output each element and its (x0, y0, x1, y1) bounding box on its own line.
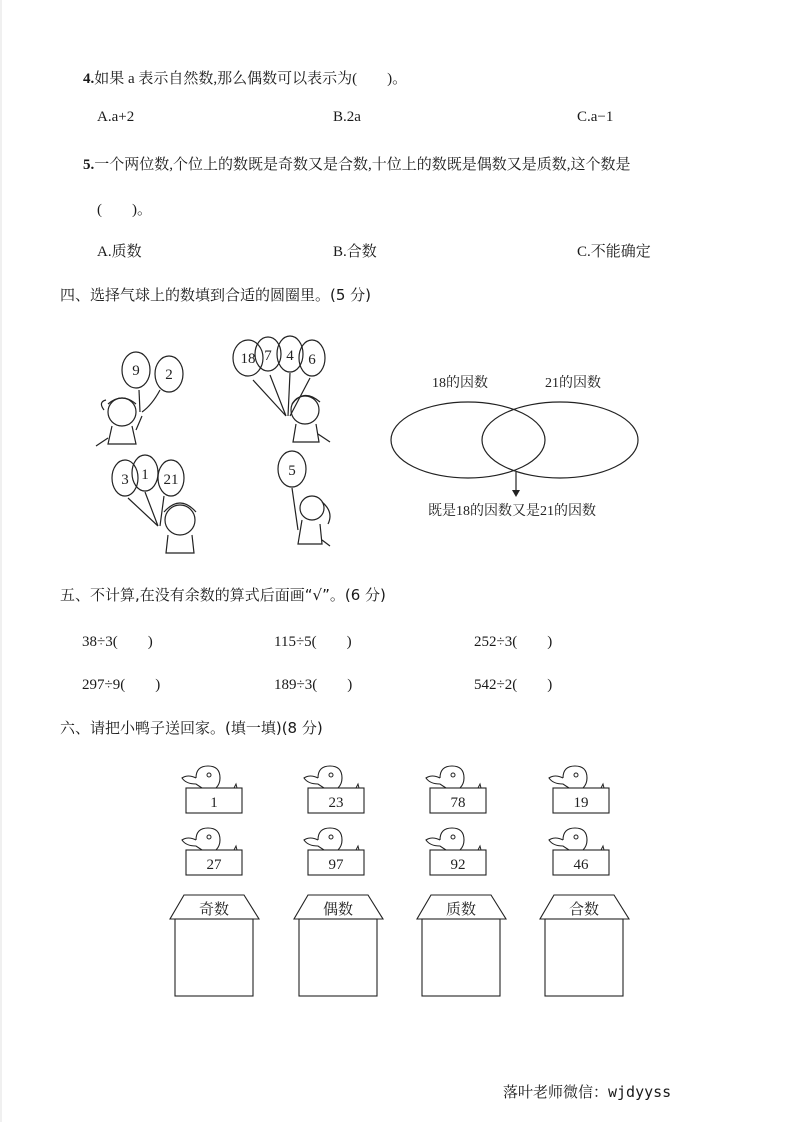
division-item[interactable]: 115÷5( ) (274, 634, 352, 650)
balloon-number: 6 (308, 352, 316, 368)
division-item[interactable]: 542÷2( ) (474, 677, 553, 693)
duck-icon (304, 828, 359, 850)
house-answer-area[interactable] (422, 919, 500, 996)
duck-card[interactable] (182, 766, 242, 813)
house-answer-area[interactable] (545, 919, 623, 996)
division-item[interactable]: 252÷3( ) (474, 634, 553, 650)
question-5-option-c[interactable]: C.不能确定 (577, 244, 651, 260)
question-4-number: 4. (83, 71, 95, 87)
duck-number: 19 (573, 795, 589, 811)
balloon-number: 21 (163, 472, 179, 488)
duck-card[interactable] (304, 828, 364, 875)
division-item[interactable]: 38÷3( ) (82, 634, 153, 650)
house-label: 偶数 (322, 900, 354, 918)
duck-icon (549, 828, 604, 850)
duck-number: 46 (573, 857, 589, 873)
duck-number: 27 (206, 857, 222, 873)
question-5-text: 一个两位数,个位上的数既是奇数又是合数,十位上的数既是偶数又是质数,这个数是 (94, 157, 631, 173)
house-label: 质数 (445, 900, 477, 918)
duck-icon (182, 766, 237, 788)
duck-icon (549, 766, 604, 788)
venn-right-circle[interactable] (482, 402, 638, 478)
balloon-number: 4 (286, 348, 294, 364)
balloon-number: 18 (240, 351, 256, 367)
balloon-illustration (60, 330, 360, 560)
page-edge (0, 0, 2, 1122)
question-4-option-c[interactable]: C.a−1 (577, 109, 614, 125)
duck-card[interactable] (426, 828, 486, 875)
duck-number: 1 (210, 795, 218, 811)
duck-house-illustration (160, 760, 640, 1050)
question-5-option-a[interactable]: A.质数 (97, 244, 142, 260)
house-answer-area[interactable] (299, 919, 377, 996)
duck-number: 23 (328, 795, 344, 811)
balloon-number: 7 (264, 348, 272, 364)
question-5-number: 5. (83, 157, 95, 173)
division-item[interactable]: 189÷3( ) (274, 677, 353, 693)
balloon-group-4 (278, 451, 330, 546)
balloon-number: 2 (165, 367, 173, 383)
section-5-title: 五、不计算,在没有余数的算式后面画“√”。(6 分) (60, 586, 386, 604)
balloon-number: 5 (288, 463, 296, 479)
balloon-number: 3 (121, 472, 129, 488)
balloon-group-3 (112, 455, 196, 553)
question-5-answer-blank[interactable]: ( )。 (97, 202, 152, 218)
house-4[interactable] (540, 895, 629, 996)
venn-diagram (380, 360, 660, 530)
question-4-text: 如果 a 表示自然数,那么偶数可以表示为( )。 (94, 71, 408, 87)
question-5-option-b[interactable]: B.合数 (333, 244, 377, 260)
duck-icon (426, 766, 481, 788)
house-2[interactable] (294, 895, 383, 996)
duck-number: 78 (450, 795, 466, 811)
duck-card[interactable] (549, 766, 609, 813)
house-label: 奇数 (198, 900, 230, 918)
duck-card[interactable] (304, 766, 364, 813)
duck-icon (304, 766, 359, 788)
balloon-number: 9 (132, 363, 140, 379)
question-4 (83, 67, 407, 88)
section-4-title: 四、选择气球上的数填到合适的圆圈里。(5 分) (60, 286, 372, 304)
footer-contact: 落叶老师微信：wjdyyss (503, 1083, 672, 1101)
house-3[interactable] (417, 895, 506, 996)
duck-icon (182, 828, 237, 850)
duck-icon (426, 828, 481, 850)
duck-card[interactable] (182, 828, 242, 875)
venn-intersection-label: 既是18的因数又是21的因数 (428, 504, 596, 519)
duck-number: 92 (450, 857, 466, 873)
venn-right-label: 21的因数 (545, 376, 601, 391)
section-6-title: 六、请把小鸭子送回家。(填一填)(8 分) (60, 719, 323, 737)
venn-left-label: 18的因数 (432, 376, 488, 391)
question-4-option-a[interactable]: A.a+2 (97, 109, 135, 125)
division-item[interactable]: 297÷9( ) (82, 677, 161, 693)
question-5 (83, 153, 631, 174)
house-1[interactable] (170, 895, 259, 996)
duck-card[interactable] (549, 828, 609, 875)
house-label: 合数 (568, 900, 600, 918)
arrow-down-icon (512, 490, 520, 497)
venn-left-circle[interactable] (391, 402, 545, 478)
balloon-number: 1 (141, 467, 149, 483)
house-answer-area[interactable] (175, 919, 253, 996)
duck-number: 97 (328, 857, 344, 873)
question-4-option-b[interactable]: B.2a (333, 109, 361, 125)
duck-card[interactable] (426, 766, 486, 813)
